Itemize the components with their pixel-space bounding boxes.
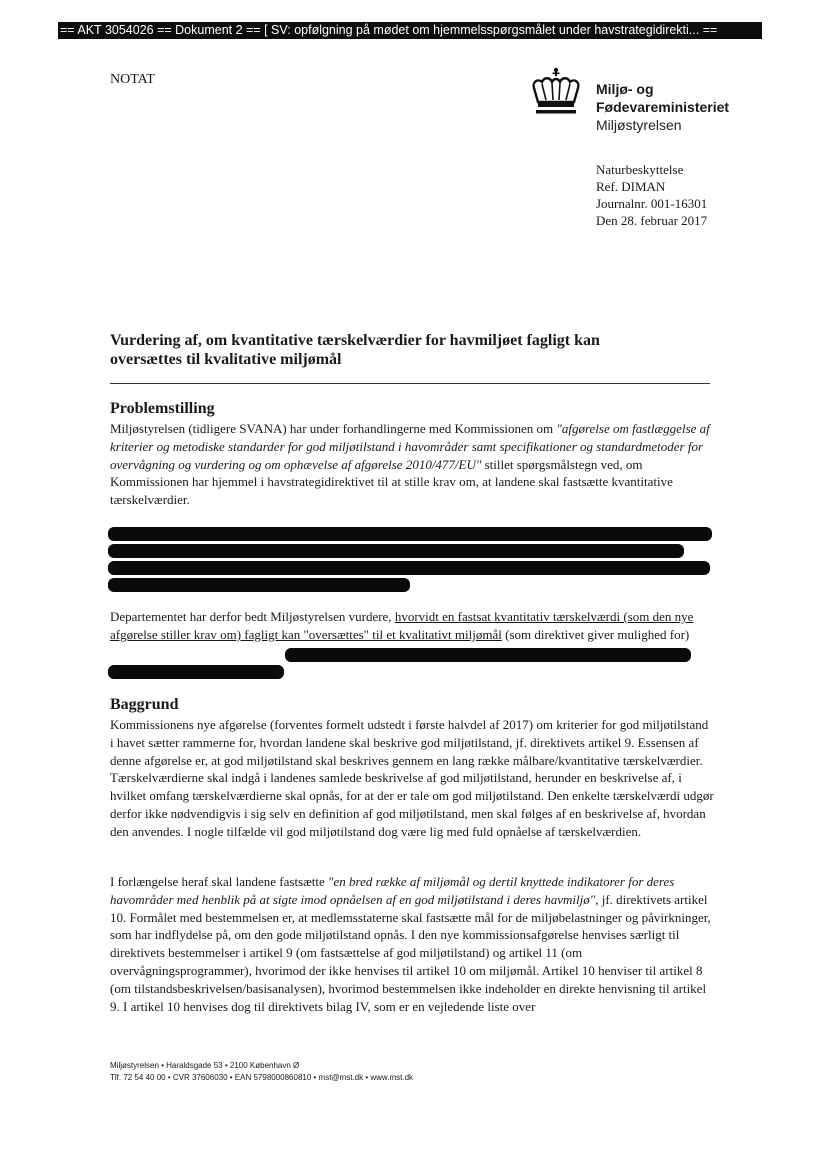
meta-journal: Journalnr. 001-16301 bbox=[596, 196, 708, 211]
paragraph-departement bbox=[110, 608, 710, 644]
meta-date: Den 28. februar 2017 bbox=[596, 213, 708, 228]
text-span: Miljøstyrelsen (tidligere SVANA) har under forhandlingerne med Kommissionen om bbox=[110, 421, 557, 436]
footer-address: Miljøstyrelsen • Haraldsgade 53 • 2100 København Ø bbox=[110, 1061, 300, 1070]
text-span: (som direktivet giver mulighed for) bbox=[501, 626, 690, 642]
italic-quote: "afgørelse om fastlæggelse af kriterier og metodiske standarder for god miljøtilstand i havområder samt specifikationer og standardmetoder for overvågning og vurdering og om ophævelse af afgørelse 2010/477/EU" bbox=[110, 421, 710, 472]
underlined-question: hvorvidt en fastsat kvantitativ tærskelværdi (som den nye afgørelse stiller krav om) fagligt kan "oversættes" til et kvalitativt miljømål bbox=[110, 609, 694, 642]
document-title: Vurdering af, om kvantitative tærskelværdier for havmiljøet fagligt kan oversættes til kvalitative miljømål bbox=[110, 332, 600, 368]
paragraph-baggrund-1: Kommissionens nye afgørelse (forventes formelt udstedt i første halvdel af 2017) om kriterier for god miljøtilstand i havet sætter rammerne for, hvordan landene skal beskrive god miljøtilstand, jf. direktivets artikel 9. Essensen af denne afgørelse er, at god miljøtilstand skal beskrives gennem en lang række målbare/kvantitative tærskelværdier. Tærskelværdierne skal indgå i landenes samlede beskrivelse af god miljøtilstand, herunder en beskrivelse af, i hvilket omfang tærskelværdierne skal opnås, for at der er tale om god miljøtilstand. Den enkelte tærskelværdi udgør derfor ikke nødvendigvis i sig selv en definition af god miljøtilstand, men skal følges af en beskrivelse af, hvordan den anvendes. I nogle tilfælde vil god miljøtilstand dog være lig med fuld opnåelse af tærskelværdien. bbox=[110, 717, 714, 839]
logo-line-2: Fødevareministeriet bbox=[596, 99, 730, 115]
meta-ref: Ref. DIMAN bbox=[596, 179, 666, 194]
meta-unit: Naturbeskyttelse bbox=[596, 162, 684, 177]
title-divider bbox=[110, 383, 710, 384]
redaction-bar bbox=[108, 561, 710, 575]
text-span: Departementet har derfor bedt Miljøstyrelsen vurdere, bbox=[110, 609, 395, 624]
heading-problemstilling: Problemstilling bbox=[110, 400, 215, 417]
redaction-bar bbox=[108, 544, 684, 558]
page-footer bbox=[110, 1060, 413, 1084]
paragraph-problemstilling bbox=[110, 420, 714, 509]
ministry-logo-text bbox=[596, 80, 729, 134]
notat-label: NOTAT bbox=[110, 72, 155, 87]
paragraph-baggrund-2 bbox=[110, 873, 714, 1015]
redaction-bar bbox=[108, 665, 284, 679]
document-banner: == AKT 3054026 == Dokument 2 == [ SV: opfølgning på mødet om hjemmelsspørgsmålet under havstrategidirekti... == bbox=[58, 22, 762, 39]
footer-contact: Tlf. 72 54 40 00 • CVR 37606030 • EAN 5798000860810 • mst@mst.dk • www.mst.dk bbox=[110, 1073, 414, 1082]
text-span: I forlængelse heraf skal landene fastsætte bbox=[110, 874, 329, 889]
redaction-bar bbox=[108, 578, 410, 592]
document-meta bbox=[596, 161, 707, 229]
heading-baggrund: Baggrund bbox=[110, 696, 179, 713]
redaction-bar bbox=[285, 648, 691, 662]
redaction-bar bbox=[108, 527, 712, 541]
logo-line-1: Miljø- og bbox=[596, 81, 654, 97]
italic-quote: "en bred række af miljømål og dertil knyttede indikatorer for deres havområder med henblik på at sigte imod opnåelsen af en god miljøtilstand i deres havmiljø" bbox=[110, 874, 675, 907]
crown-logo-icon bbox=[528, 66, 584, 118]
text-span: stillet spørgsmålstegn ved, om Kommissionen har hjemmel i havstrategidirektivet til at stille krav om, at landene skal fastsætte kvantitative tærskelværdier. bbox=[110, 456, 673, 508]
text-span: , jf. direktivets artikel 10. Formålet med bestemmelsen er, at medlemsstaterne skal fastsætte mål for de miljøbelastninger og påvirkninger, som har indflydelse på, om den gode miljøtilstand opnås. I den nye kommissionsafgørelse henvises særligt til direktivets bestemmelser i artikel 9 (om fastsættelse af god miljøtilstand) og artikel 11 (om overvågningsprogrammer), hvorimod der ikke henvises til artikel 10 om miljømål. Artikel 10 henviser til artikel 8 (om tilstandsbeskrivelsen/basisanalysen), hvorimod bestemmelsen ikke indeholder en direkte henvisning til artikel 9. I artikel 10 henvises dog til direktivets bilag IV, som er en vejledende liste over bbox=[110, 891, 711, 1014]
logo-line-3: Miljøstyrelsen bbox=[596, 117, 682, 133]
